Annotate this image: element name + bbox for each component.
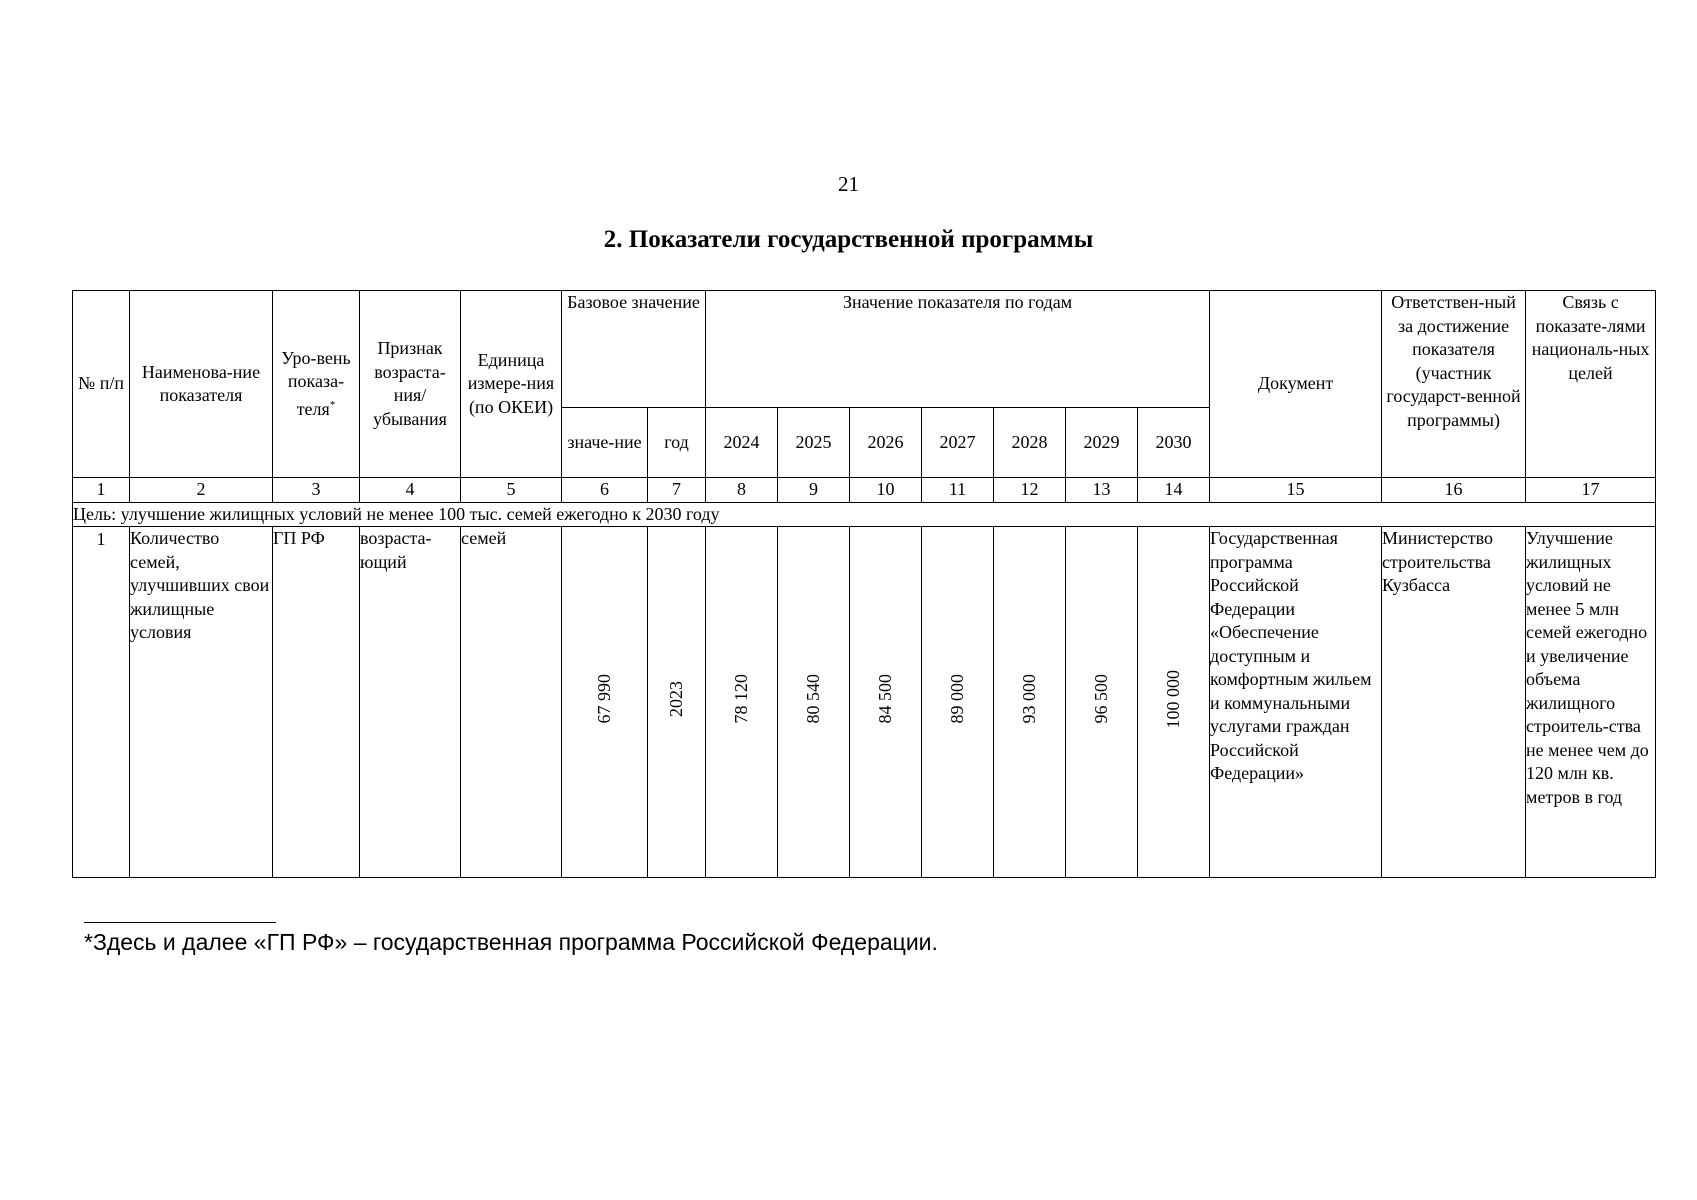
row-value-2029 [1066,527,1138,878]
goal-row [73,502,1656,527]
row-name: Количество семей, улучшивших свои жилищные условия [130,527,273,878]
column-number: 15 [1210,478,1382,503]
column-number: 14 [1138,478,1210,503]
row-value-text: 80 540 [802,674,823,724]
footnote: *Здесь и далее «ГП РФ» – государственная программа Российской Федерации. [84,929,938,955]
header-year-2030: 2030 [1138,408,1210,478]
column-number: 13 [1066,478,1138,503]
row-no: 1 [73,527,130,878]
row-base-year-text: 2023 [665,680,686,717]
column-number: 9 [778,478,850,503]
header-year-2024: 2024 [706,408,778,478]
column-number: 12 [994,478,1066,503]
row-sign: возраста-ющий [360,527,461,878]
column-number: 4 [360,478,461,503]
header-no: № п/п [73,291,130,478]
column-number: 5 [461,478,562,503]
column-number: 16 [1382,478,1526,503]
row-base-value [562,527,648,878]
header-level-note: * [329,398,336,411]
header-base: Базовое значение [562,291,706,408]
column-number: 3 [273,478,360,503]
header-level-text: Уро-вень показа-теля [281,347,351,419]
row-level: ГП РФ [273,527,360,878]
page-number: 21 [838,172,859,196]
row-base-year [648,527,706,878]
row-value-2024 [706,527,778,878]
column-number: 17 [1526,478,1656,503]
header-link: Связь с показате-лями националь-ных целей [1526,291,1656,478]
row-responsible: Министерство строительства Кузбасса [1382,527,1526,878]
row-value-2030 [1138,527,1210,878]
row-value-2026 [850,527,922,878]
goal-text: Цель: улучшение жилищных условий не менее 100 тыс. семей ежегодно к 2030 году [73,502,1656,527]
header-document: Документ [1210,291,1382,478]
row-value-text: 78 120 [730,674,751,724]
header-year-2029: 2029 [1066,408,1138,478]
row-value-text: 96 500 [1090,674,1111,724]
row-value-text: 89 000 [946,674,967,724]
row-document: Государственная программа Российской Федерации «Обеспечение доступным и комфортным жильем и коммунальными услугами граждан Российской Федерации» [1210,527,1382,878]
header-year-2026: 2026 [850,408,922,478]
header-sign: Признак возраста-ния/ убывания [360,291,461,478]
row-value-2027 [922,527,994,878]
column-numbers-row [73,478,1656,503]
column-number: 11 [922,478,994,503]
footnote-rule [84,922,276,923]
header-year-2027: 2027 [922,408,994,478]
indicators-table [72,290,1656,878]
header-name: Наименова-ние показателя [130,291,273,478]
table-row [73,527,1656,878]
row-value-text: 84 500 [874,674,895,724]
column-number: 7 [648,478,706,503]
row-value-2028 [994,527,1066,878]
row-link: Улучшение жилищных условий не менее 5 млн семей ежегодно и увеличение объема жилищного строитель-ства не менее чем до 120 млн кв. метров в год [1526,527,1656,878]
section-title: 2. Показатели государственной программы [603,226,1094,253]
header-level [273,291,360,478]
header-year-2025: 2025 [778,408,850,478]
header-base-value: значе-ние [562,408,648,478]
header-base-year: год [648,408,706,478]
column-number: 10 [850,478,922,503]
row-unit: семей [461,527,562,878]
column-number: 2 [130,478,273,503]
header-row-top [73,291,1656,408]
header-unit: Единица измере-ния (по ОКЕИ) [461,291,562,478]
row-value-text: 93 000 [1018,674,1039,724]
column-number: 8 [706,478,778,503]
header-by-years: Значение показателя по годам [706,291,1210,408]
row-value-text: 100 000 [1162,669,1183,728]
row-value-2025 [778,527,850,878]
header-responsible: Ответствен-ный за достижение показателя (участник государст-венной программы) [1382,291,1526,478]
row-base-value-text: 67 990 [593,674,614,724]
column-number: 1 [73,478,130,503]
header-year-2028: 2028 [994,408,1066,478]
column-number: 6 [562,478,648,503]
